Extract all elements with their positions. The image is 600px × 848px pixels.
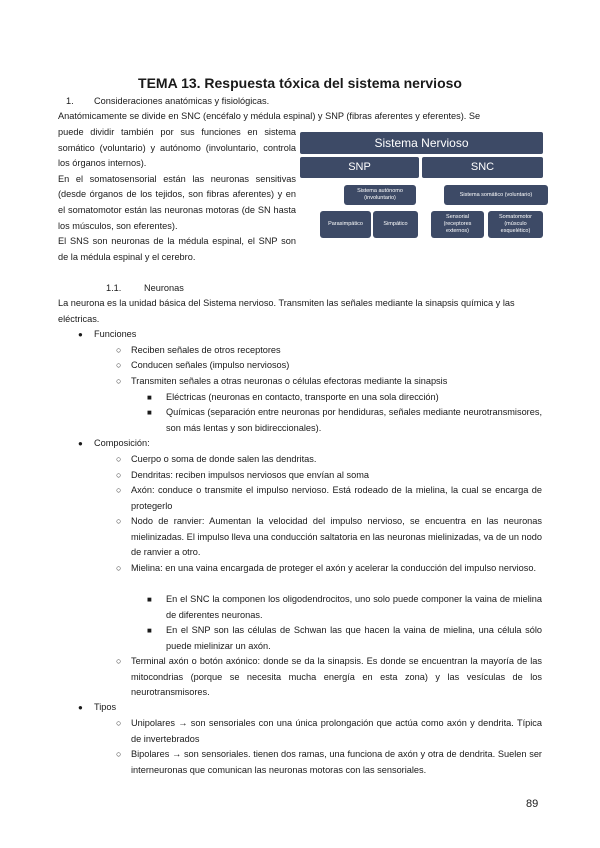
list-item: Reciben señales de otros receptores — [131, 345, 281, 355]
list-item: Transmiten señales a otras neuronas o células efectoras mediante la sinapsis — [131, 376, 448, 386]
list-item: Unipolares → son sensoriales con una única prolongación que actúa como axón y dendrita. Típica de invertebrados — [131, 718, 542, 744]
diagram-simpatico: Simpático — [373, 211, 418, 238]
list-item: Bipolares → son sensoriales. tienen dos ramas, una funciona de axón y otra de dendrita. Suelen ser interneuronas que comunican las neuronas motoras con las sensoriales. — [131, 749, 542, 775]
bullet-circle-icon: ○ — [116, 749, 122, 759]
diagram-somatico: Sistema somático (voluntario) — [444, 185, 548, 205]
bullet-circle-icon: ○ — [116, 345, 122, 355]
bullet-circle-icon: ○ — [116, 718, 122, 728]
composicion-label: Composición: — [94, 438, 150, 448]
section-heading-1-1 — [106, 281, 184, 297]
list-item: En el SNC la componen los oligodendrocitos, uno solo puede componer la vaina de mielina de diferentes neuronas. — [166, 594, 542, 620]
left-text-column — [58, 125, 296, 265]
bullet-dot-icon: ● — [78, 330, 83, 339]
funciones-label: Funciones — [94, 329, 137, 339]
bullet-circle-icon: ○ — [116, 516, 122, 526]
section-number: 1.1. — [106, 283, 122, 293]
list-item: Conducen señales (impulso nerviosos) — [131, 360, 290, 370]
bullet-circle-icon: ○ — [116, 454, 122, 464]
section-title: Consideraciones anatómicas y fisiológicas. — [94, 96, 270, 106]
list-item: En el SNP son las células de Schwan las que hacen la vaina de mielina, una célula sólo puede mielinizar un axón. — [166, 625, 542, 651]
list-item: Terminal axón o botón axónico: donde se da la sinapsis. Es donde se encuentran la mayoría de las mitocondrias (porque se necesita mucha energía en esta zona) y las vesículas de los neurotransmisores. — [131, 656, 542, 698]
bullet-circle-icon: ○ — [116, 485, 122, 495]
anatomy-line: Anatómicamente se divide en SNC (encéfalo y médula espinal) y SNP (fibras aferentes y eferentes). Se — [58, 111, 481, 121]
list-item: Mielina: en una vaina encargada de proteger el axón y acelerar la conducción del impulso nervioso. — [131, 563, 537, 573]
paragraph-somatosensorial: En el somatosensorial están las neuronas sensitivas (desde órganos de los tejidos, son fibras aferentes) y en el somatomotor están las neuronas motoras (de SN hasta los músculos, son eferentes). — [58, 173, 296, 231]
tipos-label: Tipos — [94, 702, 117, 712]
bullet-dot-icon: ● — [78, 439, 83, 448]
nervous-system-diagram — [300, 132, 543, 240]
diagram-title: Sistema Nervioso — [300, 132, 543, 154]
bullet-circle-icon: ○ — [116, 656, 122, 666]
page-number: 89 — [526, 798, 539, 810]
bullet-square-icon: ■ — [147, 626, 152, 635]
bullet-circle-icon: ○ — [116, 470, 122, 480]
list-item: Nodo de ranvier: Aumentan la velocidad del impulso nervioso, se encuentra en las neuronas mielinizadas. El impulso lleva una conducción saltatoria en las neuronas mielinizadas, va de un nodo de ranvier a otro. — [131, 516, 542, 558]
list-item: Eléctricas (neuronas en contacto, transporte en una sola dirección) — [166, 392, 439, 402]
section-title: Neuronas — [144, 283, 184, 293]
diagram-parasimpatico: Parasimpático — [320, 211, 371, 238]
section-heading-1 — [66, 94, 269, 110]
diagram-snp: SNP — [300, 157, 419, 178]
list-item: Cuerpo o soma de donde salen las dendritas. — [131, 454, 317, 464]
list-item: Dendritas: reciben impulsos nerviosos que envían al soma — [131, 470, 369, 480]
diagram-autonomo: Sistema autónomo (involuntario) — [344, 185, 416, 205]
section-number: 1. — [66, 96, 74, 106]
bullet-circle-icon: ○ — [116, 360, 122, 370]
diagram-snc: SNC — [422, 157, 543, 178]
list-item: Axón: conduce o transmite el impulso nervioso. Está rodeado de la mielina, la cual se encarga de protegerlo — [131, 485, 542, 511]
paragraph-sns: El SNS son neuronas de la médula espinal, el SNP son de la médula espinal y el cerebro. — [58, 236, 296, 262]
bullet-square-icon: ■ — [147, 393, 152, 402]
bullet-square-icon: ■ — [147, 408, 152, 417]
diagram-somatosensorial: Sensorial (receptores externos) — [431, 211, 484, 238]
bullet-circle-icon: ○ — [116, 376, 122, 386]
bullet-dot-icon: ● — [78, 703, 83, 712]
page-title: TEMA 13. Respuesta tóxica del sistema nervioso — [138, 75, 462, 91]
diagram-somatomotor: Somatomotor (músculo esquelético) — [488, 211, 543, 238]
list-item: Químicas (separación entre neuronas por hendiduras, señales mediante neurotransmisores, son más lentas y son bidireccionales). — [166, 407, 542, 433]
neuronas-intro: La neurona es la unidad básica del Sistema nervioso. Transmiten las señales mediante la sinapsis química y las eléctricas. — [58, 298, 515, 324]
paragraph-functions: puede dividir también por sus funciones en sistema somático (voluntario) y autónomo (involuntario, controla los órganos internos). — [58, 127, 296, 169]
bullet-circle-icon: ○ — [116, 563, 122, 573]
bullet-square-icon: ■ — [147, 595, 152, 604]
